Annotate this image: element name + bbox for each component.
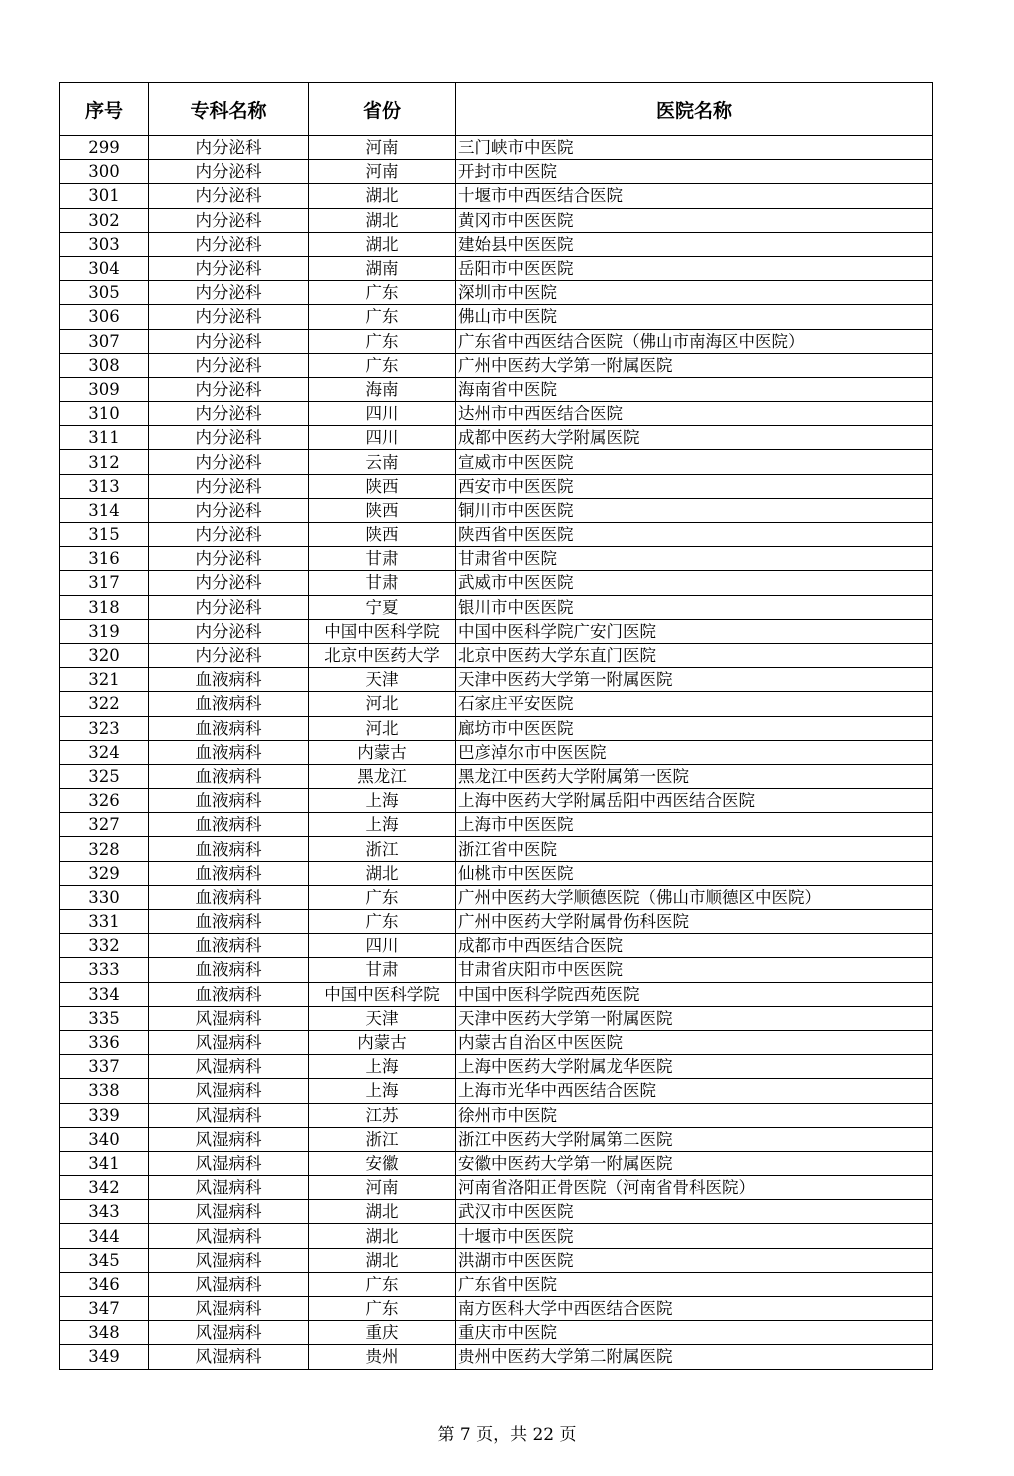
table-row [60, 1006, 933, 1030]
cell-specialty: 血液病科 [149, 692, 309, 716]
cell-hospital: 上海中医药大学附属岳阳中西医结合医院 [456, 789, 933, 813]
cell-index: 314 [60, 498, 149, 522]
cell-hospital: 中国中医科学院西苑医院 [456, 982, 933, 1006]
cell-index: 301 [60, 184, 149, 208]
cell-specialty: 风湿病科 [149, 1176, 309, 1200]
cell-index: 322 [60, 692, 149, 716]
cell-index: 323 [60, 716, 149, 740]
cell-province: 江苏 [309, 1103, 456, 1127]
table-row [60, 1321, 933, 1345]
cell-hospital: 广东省中医院 [456, 1272, 933, 1296]
cell-specialty: 血液病科 [149, 861, 309, 885]
cell-index: 312 [60, 450, 149, 474]
cell-specialty: 风湿病科 [149, 1079, 309, 1103]
cell-province: 宁夏 [309, 595, 456, 619]
cell-province: 河南 [309, 136, 456, 160]
cell-province: 湖北 [309, 1224, 456, 1248]
header-index: 序号 [60, 83, 149, 136]
table-row [60, 982, 933, 1006]
cell-specialty: 内分泌科 [149, 643, 309, 667]
cell-specialty: 内分泌科 [149, 426, 309, 450]
table-row [60, 1127, 933, 1151]
hospital-table [59, 82, 933, 1370]
cell-specialty: 内分泌科 [149, 523, 309, 547]
table-row [60, 571, 933, 595]
cell-index: 310 [60, 402, 149, 426]
cell-hospital: 天津中医药大学第一附属医院 [456, 1006, 933, 1030]
cell-specialty: 风湿病科 [149, 1030, 309, 1054]
table-row [60, 740, 933, 764]
cell-hospital: 甘肃省中医院 [456, 547, 933, 571]
cell-hospital: 上海中医药大学附属龙华医院 [456, 1055, 933, 1079]
cell-index: 345 [60, 1248, 149, 1272]
cell-specialty: 血液病科 [149, 837, 309, 861]
cell-index: 339 [60, 1103, 149, 1127]
table-row [60, 353, 933, 377]
cell-index: 304 [60, 256, 149, 280]
cell-hospital: 佛山市中医院 [456, 305, 933, 329]
cell-index: 303 [60, 232, 149, 256]
cell-index: 308 [60, 353, 149, 377]
table-row [60, 281, 933, 305]
cell-index: 327 [60, 813, 149, 837]
cell-index: 342 [60, 1176, 149, 1200]
table-row [60, 426, 933, 450]
cell-specialty: 内分泌科 [149, 547, 309, 571]
cell-hospital: 十堰市中西医结合医院 [456, 184, 933, 208]
cell-hospital: 黄冈市中医医院 [456, 208, 933, 232]
cell-index: 328 [60, 837, 149, 861]
table-row [60, 474, 933, 498]
cell-province: 河南 [309, 1176, 456, 1200]
cell-index: 306 [60, 305, 149, 329]
cell-hospital: 上海市光华中西医结合医院 [456, 1079, 933, 1103]
cell-specialty: 风湿病科 [149, 1224, 309, 1248]
cell-province: 海南 [309, 377, 456, 401]
cell-province: 黑龙江 [309, 764, 456, 788]
cell-index: 338 [60, 1079, 149, 1103]
cell-index: 313 [60, 474, 149, 498]
cell-specialty: 风湿病科 [149, 1127, 309, 1151]
cell-hospital: 三门峡市中医院 [456, 136, 933, 160]
cell-specialty: 血液病科 [149, 813, 309, 837]
cell-specialty: 风湿病科 [149, 1297, 309, 1321]
table-row [60, 643, 933, 667]
table-row [60, 813, 933, 837]
cell-province: 湖北 [309, 208, 456, 232]
cell-index: 348 [60, 1321, 149, 1345]
cell-index: 332 [60, 934, 149, 958]
cell-province: 四川 [309, 426, 456, 450]
cell-hospital: 上海市中医医院 [456, 813, 933, 837]
cell-province: 湖北 [309, 184, 456, 208]
cell-province: 安徽 [309, 1151, 456, 1175]
cell-province: 湖北 [309, 1200, 456, 1224]
cell-hospital: 巴彦淖尔市中医医院 [456, 740, 933, 764]
cell-specialty: 内分泌科 [149, 353, 309, 377]
table-row [60, 523, 933, 547]
cell-province: 贵州 [309, 1345, 456, 1369]
cell-hospital: 西安市中医医院 [456, 474, 933, 498]
table-row [60, 1030, 933, 1054]
table-row [60, 837, 933, 861]
cell-specialty: 内分泌科 [149, 329, 309, 353]
cell-specialty: 血液病科 [149, 958, 309, 982]
cell-index: 349 [60, 1345, 149, 1369]
cell-hospital: 广州中医药大学第一附属医院 [456, 353, 933, 377]
cell-hospital: 武威市中医医院 [456, 571, 933, 595]
cell-province: 广东 [309, 1297, 456, 1321]
cell-index: 344 [60, 1224, 149, 1248]
cell-index: 333 [60, 958, 149, 982]
cell-hospital: 岳阳市中医医院 [456, 256, 933, 280]
cell-index: 326 [60, 789, 149, 813]
cell-province: 上海 [309, 1079, 456, 1103]
table-row [60, 716, 933, 740]
table-row [60, 160, 933, 184]
cell-province: 甘肃 [309, 547, 456, 571]
cell-province: 甘肃 [309, 958, 456, 982]
table-row [60, 692, 933, 716]
cell-index: 336 [60, 1030, 149, 1054]
cell-province: 陕西 [309, 474, 456, 498]
cell-specialty: 内分泌科 [149, 402, 309, 426]
cell-index: 302 [60, 208, 149, 232]
cell-province: 广东 [309, 885, 456, 909]
table-row [60, 450, 933, 474]
cell-province: 湖北 [309, 1248, 456, 1272]
cell-specialty: 内分泌科 [149, 450, 309, 474]
cell-hospital: 达州市中西医结合医院 [456, 402, 933, 426]
header-hospital: 医院名称 [456, 83, 933, 136]
cell-hospital: 洪湖市中医医院 [456, 1248, 933, 1272]
cell-province: 中国中医科学院 [309, 982, 456, 1006]
cell-index: 316 [60, 547, 149, 571]
cell-index: 335 [60, 1006, 149, 1030]
table-row [60, 305, 933, 329]
table-row [60, 1297, 933, 1321]
cell-province: 湖南 [309, 256, 456, 280]
cell-hospital: 石家庄平安医院 [456, 692, 933, 716]
cell-index: 319 [60, 619, 149, 643]
table-row [60, 1248, 933, 1272]
cell-province: 浙江 [309, 1127, 456, 1151]
cell-province: 上海 [309, 789, 456, 813]
cell-specialty: 内分泌科 [149, 184, 309, 208]
cell-index: 299 [60, 136, 149, 160]
cell-hospital: 重庆市中医院 [456, 1321, 933, 1345]
cell-province: 广东 [309, 281, 456, 305]
cell-index: 325 [60, 764, 149, 788]
cell-index: 334 [60, 982, 149, 1006]
cell-hospital: 广东省中西医结合医院（佛山市南海区中医院） [456, 329, 933, 353]
page-footer: 第 7 页，共 22 页 [437, 1425, 577, 1445]
table-row [60, 619, 933, 643]
table-row [60, 1200, 933, 1224]
table-row [60, 232, 933, 256]
cell-province: 河北 [309, 716, 456, 740]
cell-hospital: 徐州市中医院 [456, 1103, 933, 1127]
cell-hospital: 武汉市中医医院 [456, 1200, 933, 1224]
cell-province: 上海 [309, 1055, 456, 1079]
cell-specialty: 风湿病科 [149, 1321, 309, 1345]
cell-index: 337 [60, 1055, 149, 1079]
cell-index: 315 [60, 523, 149, 547]
cell-hospital: 十堰市中医医院 [456, 1224, 933, 1248]
cell-province: 广东 [309, 329, 456, 353]
cell-province: 湖北 [309, 232, 456, 256]
table-row [60, 885, 933, 909]
table-row [60, 1055, 933, 1079]
cell-hospital: 铜川市中医医院 [456, 498, 933, 522]
table-row [60, 861, 933, 885]
cell-province: 广东 [309, 305, 456, 329]
cell-index: 324 [60, 740, 149, 764]
cell-index: 331 [60, 910, 149, 934]
cell-hospital: 中国中医科学院广安门医院 [456, 619, 933, 643]
cell-index: 329 [60, 861, 149, 885]
cell-hospital: 北京中医药大学东直门医院 [456, 643, 933, 667]
cell-province: 云南 [309, 450, 456, 474]
table-row [60, 789, 933, 813]
cell-province: 河南 [309, 160, 456, 184]
cell-index: 318 [60, 595, 149, 619]
cell-specialty: 内分泌科 [149, 305, 309, 329]
cell-index: 311 [60, 426, 149, 450]
cell-province: 天津 [309, 668, 456, 692]
cell-specialty: 内分泌科 [149, 208, 309, 232]
cell-specialty: 内分泌科 [149, 474, 309, 498]
cell-specialty: 内分泌科 [149, 377, 309, 401]
cell-specialty: 血液病科 [149, 740, 309, 764]
table-row [60, 1345, 933, 1369]
cell-specialty: 风湿病科 [149, 1151, 309, 1175]
cell-specialty: 血液病科 [149, 764, 309, 788]
cell-hospital: 贵州中医药大学第二附属医院 [456, 1345, 933, 1369]
cell-specialty: 内分泌科 [149, 160, 309, 184]
cell-index: 300 [60, 160, 149, 184]
cell-province: 上海 [309, 813, 456, 837]
table-row [60, 668, 933, 692]
cell-hospital: 宣威市中医医院 [456, 450, 933, 474]
cell-hospital: 南方医科大学中西医结合医院 [456, 1297, 933, 1321]
table-row [60, 256, 933, 280]
cell-specialty: 血液病科 [149, 982, 309, 1006]
cell-hospital: 河南省洛阳正骨医院（河南省骨科医院） [456, 1176, 933, 1200]
table-row [60, 402, 933, 426]
header-specialty: 专科名称 [149, 83, 309, 136]
table-row [60, 1272, 933, 1296]
cell-province: 广东 [309, 1272, 456, 1296]
cell-specialty: 血液病科 [149, 885, 309, 909]
cell-specialty: 风湿病科 [149, 1103, 309, 1127]
table-row [60, 1079, 933, 1103]
cell-index: 307 [60, 329, 149, 353]
cell-hospital: 海南省中医院 [456, 377, 933, 401]
table-row [60, 764, 933, 788]
cell-hospital: 银川市中医医院 [456, 595, 933, 619]
cell-specialty: 内分泌科 [149, 619, 309, 643]
cell-specialty: 血液病科 [149, 934, 309, 958]
cell-specialty: 血液病科 [149, 789, 309, 813]
cell-specialty: 内分泌科 [149, 571, 309, 595]
table-row [60, 377, 933, 401]
cell-hospital: 成都中医药大学附属医院 [456, 426, 933, 450]
table-row [60, 329, 933, 353]
cell-specialty: 内分泌科 [149, 232, 309, 256]
cell-specialty: 内分泌科 [149, 595, 309, 619]
cell-hospital: 甘肃省庆阳市中医医院 [456, 958, 933, 982]
cell-province: 重庆 [309, 1321, 456, 1345]
cell-specialty: 风湿病科 [149, 1055, 309, 1079]
cell-province: 北京中医药大学 [309, 643, 456, 667]
table-row [60, 1151, 933, 1175]
cell-specialty: 风湿病科 [149, 1272, 309, 1296]
cell-specialty: 血液病科 [149, 716, 309, 740]
cell-hospital: 仙桃市中医医院 [456, 861, 933, 885]
cell-index: 320 [60, 643, 149, 667]
cell-specialty: 风湿病科 [149, 1345, 309, 1369]
cell-province: 河北 [309, 692, 456, 716]
cell-index: 330 [60, 885, 149, 909]
cell-hospital: 广州中医药大学顺德医院（佛山市顺德区中医院） [456, 885, 933, 909]
cell-index: 309 [60, 377, 149, 401]
table-row [60, 1103, 933, 1127]
cell-province: 浙江 [309, 837, 456, 861]
cell-hospital: 浙江中医药大学附属第二医院 [456, 1127, 933, 1151]
cell-index: 305 [60, 281, 149, 305]
cell-province: 中国中医科学院 [309, 619, 456, 643]
cell-specialty: 内分泌科 [149, 498, 309, 522]
table-row [60, 1224, 933, 1248]
cell-specialty: 血液病科 [149, 668, 309, 692]
cell-hospital: 开封市中医院 [456, 160, 933, 184]
cell-province: 广东 [309, 910, 456, 934]
cell-specialty: 血液病科 [149, 910, 309, 934]
table-row [60, 958, 933, 982]
table-row [60, 498, 933, 522]
table-row [60, 1176, 933, 1200]
cell-index: 340 [60, 1127, 149, 1151]
table-body [60, 136, 933, 1370]
cell-specialty: 内分泌科 [149, 136, 309, 160]
cell-province: 广东 [309, 353, 456, 377]
cell-province: 四川 [309, 402, 456, 426]
cell-index: 341 [60, 1151, 149, 1175]
cell-province: 内蒙古 [309, 740, 456, 764]
cell-specialty: 风湿病科 [149, 1248, 309, 1272]
cell-hospital: 广州中医药大学附属骨伤科医院 [456, 910, 933, 934]
table-row [60, 547, 933, 571]
cell-province: 陕西 [309, 498, 456, 522]
cell-hospital: 内蒙古自治区中医医院 [456, 1030, 933, 1054]
table-row [60, 595, 933, 619]
cell-province: 甘肃 [309, 571, 456, 595]
cell-hospital: 建始县中医医院 [456, 232, 933, 256]
table-row [60, 208, 933, 232]
table-header-row [60, 83, 933, 136]
table-row [60, 910, 933, 934]
cell-province: 内蒙古 [309, 1030, 456, 1054]
cell-index: 321 [60, 668, 149, 692]
cell-hospital: 陕西省中医医院 [456, 523, 933, 547]
cell-specialty: 风湿病科 [149, 1200, 309, 1224]
cell-province: 四川 [309, 934, 456, 958]
cell-hospital: 天津中医药大学第一附属医院 [456, 668, 933, 692]
cell-specialty: 风湿病科 [149, 1006, 309, 1030]
table-row [60, 934, 933, 958]
cell-hospital: 成都市中西医结合医院 [456, 934, 933, 958]
cell-hospital: 黑龙江中医药大学附属第一医院 [456, 764, 933, 788]
table-row [60, 184, 933, 208]
cell-province: 湖北 [309, 861, 456, 885]
cell-hospital: 安徽中医药大学第一附属医院 [456, 1151, 933, 1175]
cell-index: 346 [60, 1272, 149, 1296]
table-row [60, 136, 933, 160]
cell-province: 陕西 [309, 523, 456, 547]
cell-hospital: 廊坊市中医医院 [456, 716, 933, 740]
cell-index: 317 [60, 571, 149, 595]
cell-specialty: 内分泌科 [149, 281, 309, 305]
cell-province: 天津 [309, 1006, 456, 1030]
cell-hospital: 深圳市中医院 [456, 281, 933, 305]
header-province: 省份 [309, 83, 456, 136]
cell-index: 343 [60, 1200, 149, 1224]
cell-index: 347 [60, 1297, 149, 1321]
cell-hospital: 浙江省中医院 [456, 837, 933, 861]
cell-specialty: 内分泌科 [149, 256, 309, 280]
